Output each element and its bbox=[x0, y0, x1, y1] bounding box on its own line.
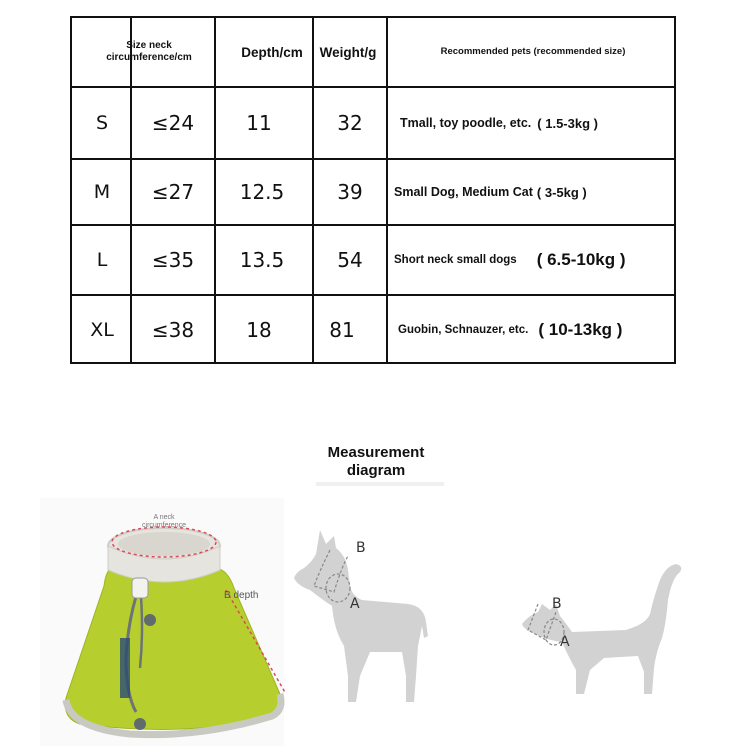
title-underline bbox=[316, 482, 444, 486]
depth-label: B depth bbox=[224, 590, 259, 601]
pets-weight-range: ( 3-5kg ) bbox=[536, 184, 587, 200]
depth-cell: 18 bbox=[246, 318, 272, 342]
weight-cell: 32 bbox=[337, 111, 363, 135]
neck-circumference-label: A neck circumference bbox=[142, 514, 186, 529]
weight-cell: 54 bbox=[337, 248, 363, 272]
neck-cell: ≤27 bbox=[151, 180, 195, 204]
neck-cell: ≤35 bbox=[151, 248, 195, 272]
pets-text: Small Dog, Medium Cat bbox=[394, 185, 533, 199]
cone-collar-illustration bbox=[40, 498, 300, 750]
pets-cell bbox=[388, 296, 676, 364]
depth-cell: 11 bbox=[246, 111, 272, 135]
cat-silhouette bbox=[516, 560, 692, 700]
header-size-neck: Size neck circumference/cm bbox=[106, 40, 192, 63]
cat-label-a: A bbox=[560, 634, 570, 650]
dog-label-a: A bbox=[350, 596, 360, 612]
pets-cell bbox=[388, 226, 676, 294]
size-cell: M bbox=[93, 181, 111, 203]
pets-weight-range: ( 10-13kg ) bbox=[538, 320, 623, 339]
pets-text: Short neck small dogs bbox=[394, 254, 517, 266]
cat-label-b: B bbox=[552, 596, 562, 612]
size-cell: XL bbox=[90, 319, 114, 341]
header-weight: Weight/g bbox=[319, 44, 377, 60]
pets-text: Tmall, toy poodle, etc. bbox=[400, 116, 532, 130]
pets-weight-range: ( 6.5-10kg ) bbox=[536, 250, 626, 269]
diagram-title: Measurement diagram bbox=[327, 444, 425, 479]
weight-cell: 81 bbox=[329, 318, 355, 342]
depth-cell: 12.5 bbox=[239, 180, 285, 204]
pets-text: Guobin, Schnauzer, etc. bbox=[398, 324, 529, 336]
pets-cell bbox=[388, 160, 676, 224]
pets-cell bbox=[388, 90, 676, 156]
neck-cell: ≤24 bbox=[151, 111, 195, 135]
size-cell: L bbox=[96, 249, 108, 271]
dog-label-b: B bbox=[356, 540, 366, 556]
pets-weight-range: ( 1.5-3kg ) bbox=[537, 115, 598, 131]
header-recommended-pets: Recommended pets (recommended size) bbox=[440, 46, 626, 57]
header-depth: Depth/cm bbox=[241, 44, 303, 60]
depth-cell: 13.5 bbox=[239, 248, 285, 272]
table-divider bbox=[72, 86, 676, 88]
size-table bbox=[70, 16, 676, 364]
neck-cell: ≤38 bbox=[151, 318, 195, 342]
size-cell: S bbox=[95, 112, 109, 134]
weight-cell: 39 bbox=[337, 180, 363, 204]
